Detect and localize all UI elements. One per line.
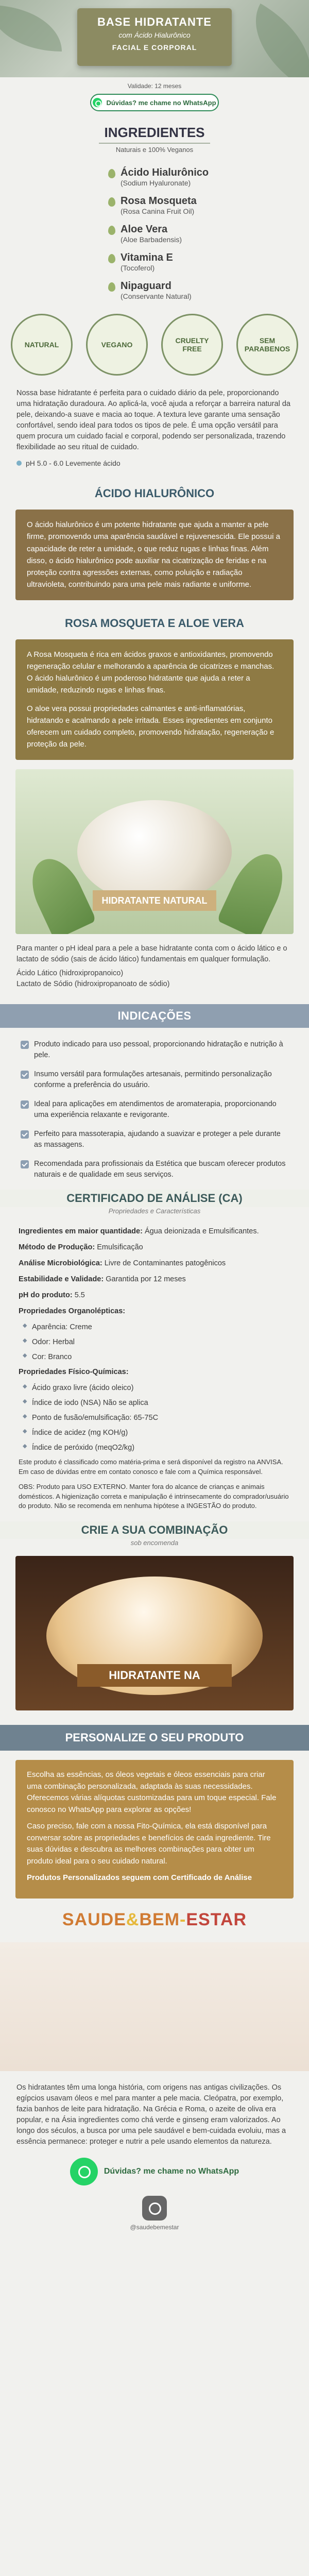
acido-title: ÁCIDO HIALURÔNICO — [94, 487, 215, 500]
ingredient-sub: (Aloe Barbadensis) — [121, 235, 182, 244]
intro-text: Nossa base hidratante é perfeita para o cuidado diário da pele, proporcionando uma hidratação duradoura. Ao aplicá-la, você ajuda a reforçar a barreira natural da pele, deixando-a suave e macia ao toque. A textura leve garante uma sensação confortável, sendo ideal para todos os tipos de pele. É uma opção versátil para quem procura um cuidado facial e corporal, podendo ser personalizada, trazendo flexibilidade ao seu ritual de cuidado. — [16, 389, 290, 452]
indicacao-item — [21, 1039, 288, 1061]
check-icon — [21, 1100, 29, 1109]
acido-card: O ácido hialurônico é um potente hidratante que ajuda a manter a pele firme, promovendo uma aparência saudável e rejuvenescida. Ele possui a capacidade de reter a umidade, o que reduz rugas e linhas finas. Além disso, o ácido hialurônico pode auxiliar na cicatrização de feridas e na proteção contra agressões externas, como poluição e radiação ultravioleta, contribuindo para uma pele mais radiante e uniforme. — [15, 510, 294, 600]
closing-text: Os hidratantes têm uma longa história, com origens nas antigas civilizações. Os egípcios usavam óleos e mel para manter a pele macia. Cleópatra, por exemplo, fazia banhos de leite para hidratação. Na Grécia e Roma, o azeite de oliva era popular, e na Ásia ingredientes como chá verde e ginseng eram valorizados. Ao longo dos séculos, a busca por uma pele saudável e bem-cuidada evoluiu, mas a essência permanece: proteger e nutrir a pele usando elementos da natureza. — [16, 2083, 286, 2146]
ingredient-sub: (Conservante Natural) — [121, 292, 192, 300]
personalize-title: PERSONALIZE O SEU PRODUTO — [0, 1725, 309, 1751]
drop-icon — [108, 226, 115, 235]
combinacao-title: CRIE A SUA COMBINAÇÃO — [0, 1521, 309, 1539]
ingredient-sub: (Sodium Hyaluronate) — [121, 179, 191, 187]
product-photo-2 — [15, 1556, 294, 1710]
fq-item: ◆ Índice de peróxido (meqO2/kg) — [23, 1443, 290, 1453]
jar-label: HIDRATANTE NATURAL — [93, 890, 216, 911]
indicacao-text: Insumo versátil para formulações artesanais, permitindo personalização conforme a preferência do usuário. — [34, 1070, 272, 1089]
check-icon — [21, 1041, 29, 1049]
indicacao-text: Produto indicado para uso pessoal, proporcionando hidratação e nutrição à pele. — [34, 1040, 283, 1059]
certificado-title: CERTIFICADO DE ANÁLISE (CA) — [0, 1190, 309, 1207]
brand-logo — [0, 1910, 309, 1930]
rosa-title: ROSA MOSQUETA E ALOE VERA — [65, 616, 244, 630]
indicacoes-title: INDICAÇÕES — [0, 1004, 309, 1028]
ingredient-name: Aloe Vera — [121, 224, 168, 235]
ingredient-item — [108, 252, 309, 272]
seals-row — [0, 314, 309, 376]
certificado-body — [0, 1226, 309, 1511]
combinacao-subtitle: sob encomenda — [130, 1539, 179, 1547]
cert-value: Garantida por 12 meses — [106, 1275, 186, 1283]
ingredient-name: Vitamina E — [121, 252, 173, 263]
ingredients-header — [0, 111, 309, 154]
cruelty-free-seal-icon: CRUELTY FREE — [161, 314, 223, 376]
drop-icon — [108, 197, 115, 207]
ingredient-name: Nipaguard — [121, 280, 171, 292]
validity-text: Validade: 12 meses — [127, 82, 182, 90]
rosa-text-2: O aloe vera possui propriedades calmantes e anti-inflamatórias, hidratando e acalmando a pele irritada. Esses ingredientes em conjunto oferecem um cuidado completo, promovendo hidratação, regeneração e proteção da pele. — [27, 704, 274, 749]
check-icon — [21, 1071, 29, 1079]
instagram-icon — [142, 2196, 167, 2221]
ingredients-title: INGREDIENTES — [99, 125, 210, 144]
footer-whatsapp[interactable] — [0, 2147, 309, 2196]
indicacao-item — [21, 1099, 288, 1121]
org-item: ◆ Aparência: Creme — [23, 1322, 290, 1333]
ingredient-name: Rosa Mosqueta — [121, 195, 197, 207]
ph-info-text: Para manter o pH ideal para a pele a base hidratante conta com o ácido lático e o lactato de sódio (sais de ácido lático) fundamentais em qualquer formulação. — [16, 944, 287, 963]
footer-whatsapp-label: Dúvidas? me chame no WhatsApp — [104, 2166, 239, 2176]
ingredient-item — [108, 224, 309, 244]
fq-list — [19, 1383, 290, 1453]
ph-item-2: Lactato de Sódio (hidroxipropanoato de sódio) — [16, 979, 170, 988]
personalize-text-1: Escolha as essências, os óleos vegetais e óleos essenciais para criar uma combinação personalizada, adaptada às suas necessidades. Oferecemos várias alíquotas customizadas para um toque especial. Fale conosco no WhatsApp para explorar as opções! — [27, 1770, 277, 1814]
instagram-handle: @saudebemestar — [130, 2223, 179, 2231]
indicacao-item — [21, 1069, 288, 1091]
paraben-free-seal-icon: SEM PARABENOS — [236, 314, 298, 376]
ingredient-sub: (Tocoferol) — [121, 264, 155, 272]
ph-line — [0, 453, 309, 473]
cert-label: pH do produto: — [19, 1291, 73, 1299]
page-title: BASE HIDRATANTE — [97, 15, 212, 28]
indicacao-item — [21, 1159, 288, 1180]
ingredients-subtitle: Naturais e 100% Veganos — [115, 146, 194, 154]
drop-icon — [108, 282, 115, 292]
drop-icon — [108, 169, 115, 178]
jar-label: HIDRATANTE NA — [77, 1664, 232, 1687]
cert-label: Propriedades Físico-Químicas: — [19, 1367, 129, 1376]
cert-note-2: OBS: Produto para USO EXTERNO. Manter fora do alcance de crianças e animais domésticos. A higienização correta e manipulação é intrinsecamente do comprador/usuário do produto. Não se recomenda em nenhuma hipótese a INGESTÃO do produto. — [19, 1482, 289, 1510]
page-tagline: FACIAL E CORPORAL — [112, 43, 197, 52]
whatsapp-button-label: Dúvidas? me chame no WhatsApp — [106, 98, 216, 107]
fq-item: ◆ Índice de iodo (NSA) Não se aplica — [23, 1398, 290, 1409]
rosa-card — [15, 639, 294, 760]
ph-item-1: Ácido Lático (hidroxipropanoico) — [16, 969, 124, 977]
check-icon — [21, 1160, 29, 1168]
natural-seal-icon: NATURAL — [11, 314, 73, 376]
cert-value: Água deionizada e Emulsificantes. — [144, 1227, 259, 1235]
ph-icon — [16, 461, 22, 466]
indicacao-text: Perfeito para massoterapia, ajudando a suavizar e proteger a pele durante as massagens. — [34, 1129, 281, 1149]
fq-item: ◆ Ácido graxo livre (ácido oleico) — [23, 1383, 290, 1394]
ingredient-sub: (Rosa Canina Fruit Oil) — [121, 207, 195, 215]
instagram-link[interactable] — [0, 2196, 309, 2231]
rosa-text-1: A Rosa Mosqueta é rica em ácidos graxos e antioxidantes, promovendo regeneração celular e melhorando a aparência de cicatrizes e manchas. O ácido hialurônico é um poderoso hidratante que ajuda a reter a umidade, reduzindo rugas e linhas finas. — [27, 650, 274, 695]
indicacoes-list — [0, 1039, 309, 1180]
whatsapp-button[interactable] — [90, 94, 219, 111]
leaf-decoration — [235, 4, 309, 77]
indicacao-text: Ideal para aplicações em atendimentos de aromaterapia, proporcionando uma experiência relaxante e revigorante. — [34, 1099, 277, 1119]
cert-value: 5.5 — [74, 1291, 85, 1299]
leaf-decoration — [0, 5, 62, 52]
jar-image — [77, 800, 232, 903]
cert-label: Propriedades Organolépticas: — [19, 1307, 126, 1315]
brand-sep: & — [126, 1909, 140, 1929]
product-photo — [15, 769, 294, 934]
whatsapp-icon — [70, 2158, 98, 2185]
ingredients-list — [0, 167, 309, 300]
indicacao-text: Recomendada para profissionais da Estética que buscam oferecer produtos naturais e de qualidade em seus serviços. — [34, 1159, 286, 1179]
hero-title-box — [77, 8, 232, 66]
hero-banner — [0, 0, 309, 77]
cert-label: Análise Microbiológica: — [19, 1259, 102, 1267]
cert-label: Ingredientes em maior quantidade: — [19, 1227, 143, 1235]
personalize-text-2: Caso preciso, fale com a nossa Fito-Química, ela está disponível para conversar sobre as propriedades e benefícios de cada ingrediente. Tire suas dúvidas e descubra as melhores combinações para obter um produto ideal para o seu cuidado natural. — [27, 1822, 271, 1866]
personalize-text-3: Produtos Personalizados seguem com Certificado de Análise — [27, 1873, 252, 1883]
brand-part: ESTAR — [186, 1909, 247, 1929]
org-item: ◆ Odor: Herbal — [23, 1337, 290, 1348]
cert-value: Emulsificação — [97, 1243, 143, 1251]
indicacao-item — [21, 1129, 288, 1150]
ingredient-name: Ácido Hialurônico — [121, 167, 209, 178]
brand-part: BEM — [139, 1909, 180, 1929]
brand-sep: - — [180, 1909, 186, 1929]
vegan-seal-icon: VEGANO — [86, 314, 148, 376]
cert-label: Estabilidade e Validade: — [19, 1275, 104, 1283]
ph-text: pH 5.0 - 6.0 Levemente ácido — [26, 459, 121, 468]
decorative-cream-photo — [0, 1942, 309, 2071]
ingredient-item — [108, 280, 309, 300]
brand-part: SAUDE — [62, 1909, 126, 1929]
fq-item: ◆ Índice de acidez (mg KOH/g) — [23, 1428, 290, 1438]
org-list — [19, 1322, 290, 1363]
page-subtitle: com Ácido Hialurônico — [118, 31, 191, 39]
whatsapp-icon — [93, 98, 102, 107]
cert-label: Método de Produção: — [19, 1243, 95, 1251]
org-item: ◆ Cor: Branco — [23, 1352, 290, 1363]
cert-value: Livre de Contaminantes patogênicos — [104, 1259, 226, 1267]
drop-icon — [108, 254, 115, 263]
certificado-subtitle: Propriedades e Características — [108, 1207, 201, 1215]
personalize-card — [15, 1760, 294, 1899]
ingredient-item — [108, 167, 309, 187]
check-icon — [21, 1130, 29, 1139]
fq-item: ◆ Ponto de fusão/emulsificação: 65-75C — [23, 1413, 290, 1423]
cert-note-1: Este produto é classificado como matéria-prima e será disponível da registro na ANVISA. Em caso de dúvidas entre em contato conosco e fale com a Química responsável. — [19, 1458, 283, 1476]
ingredient-item — [108, 195, 309, 215]
